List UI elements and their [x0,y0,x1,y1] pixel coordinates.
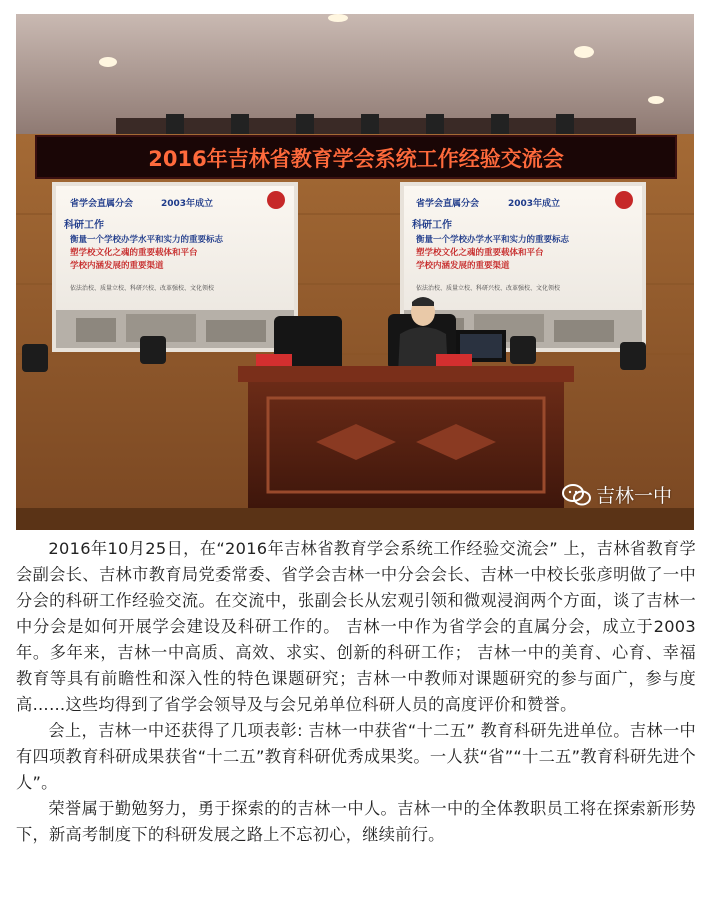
name-plate-right [436,354,472,368]
slide-left-year: 2003年成立 [161,199,214,209]
slide-right-line2: 塑学校文化之魂的重要载体和平台 [416,248,544,258]
watermark-text: 吉林一中 [595,485,672,507]
conference-photo [16,14,694,530]
slide-left-footer: 依法治校、质量立校、科研兴校、改革强校、文化领校 [70,285,215,292]
wechat-icon [562,483,592,507]
led-banner-text: 2016年吉林省教育学会系统工作经验交流会 [148,147,564,171]
slide-left-line3: 学校内涵发展的重要渠道 [70,261,164,271]
projection-screen-left [52,182,298,352]
slide-left-header: 省学会直属分会 [70,199,134,209]
article-body [16,536,696,848]
slide-right-footer: 依法治校、质量立校、科研兴校、改革强校、文化领校 [416,285,561,292]
slide-right-heading: 科研工作 [412,220,452,231]
slide-left-heading: 科研工作 [64,220,104,231]
article-paragraph-3: 荣誉属于勤勉努力，勇于探索的的吉林一中人。吉林一中的全体教职员工将在探索新形势下，新高考制度下的科研发展之路上不忘初心，继续前行。 [16,799,696,844]
slide-left-line1: 衡量一个学校办学水平和实力的重要标志 [70,235,224,245]
slide-left-line2: 塑学校文化之魂的重要载体和平台 [70,248,198,258]
slide-left-emblem [267,191,285,209]
wechat-watermark [562,481,672,508]
conference-photo-drawing [16,14,694,530]
article-paragraph-2: 会上，吉林一中还获得了几项表彰: 吉林一中获省“十二五” 教育科研先进单位。吉林一中有四项教育科研成果获省“十二五”教育科研优秀成果奖。一人获“省”“十二五”教育科研先进个人”。 [16,721,696,792]
stage-floor [16,508,694,530]
slide-right-line3: 学校内涵发展的重要渠道 [416,261,510,271]
slide-right-header: 省学会直属分会 [416,199,480,209]
name-plate-left [256,354,292,368]
article-paragraph-1: 2016年10月25日，在“2016年吉林省教育学会系统工作经验交流会” 上，吉林省教育学会副会长、吉林市教育局党委常委、省学会吉林一中分会会长、吉林一中校长张彦明做了一中分会的科研工作经验交流。在交流中，张副会长从宏观引领和微观浸润两个方面，谈了吉林一中分会是如何开展学会建设及科研工作的。 吉林一中作为省学会的直属分会，成立于2003年。多年来，吉林一中高质、高效、求实、创新的科研工作； 吉林一中的美育、心育、幸福教育等具有前瞻性和深入性的特色课题研究；吉林一中教师对课题研究的参与面广，参与度高……这些均得到了省学会领导及与会兄弟单位科研人员的高度评价和赞誉。 [16,539,696,714]
slide-right-year: 2003年成立 [508,199,561,209]
slide-right-emblem [615,191,633,209]
podium-desk [238,366,574,508]
slide-right-line1: 衡量一个学校办学水平和实力的重要标志 [416,235,570,245]
ceiling [16,14,694,134]
